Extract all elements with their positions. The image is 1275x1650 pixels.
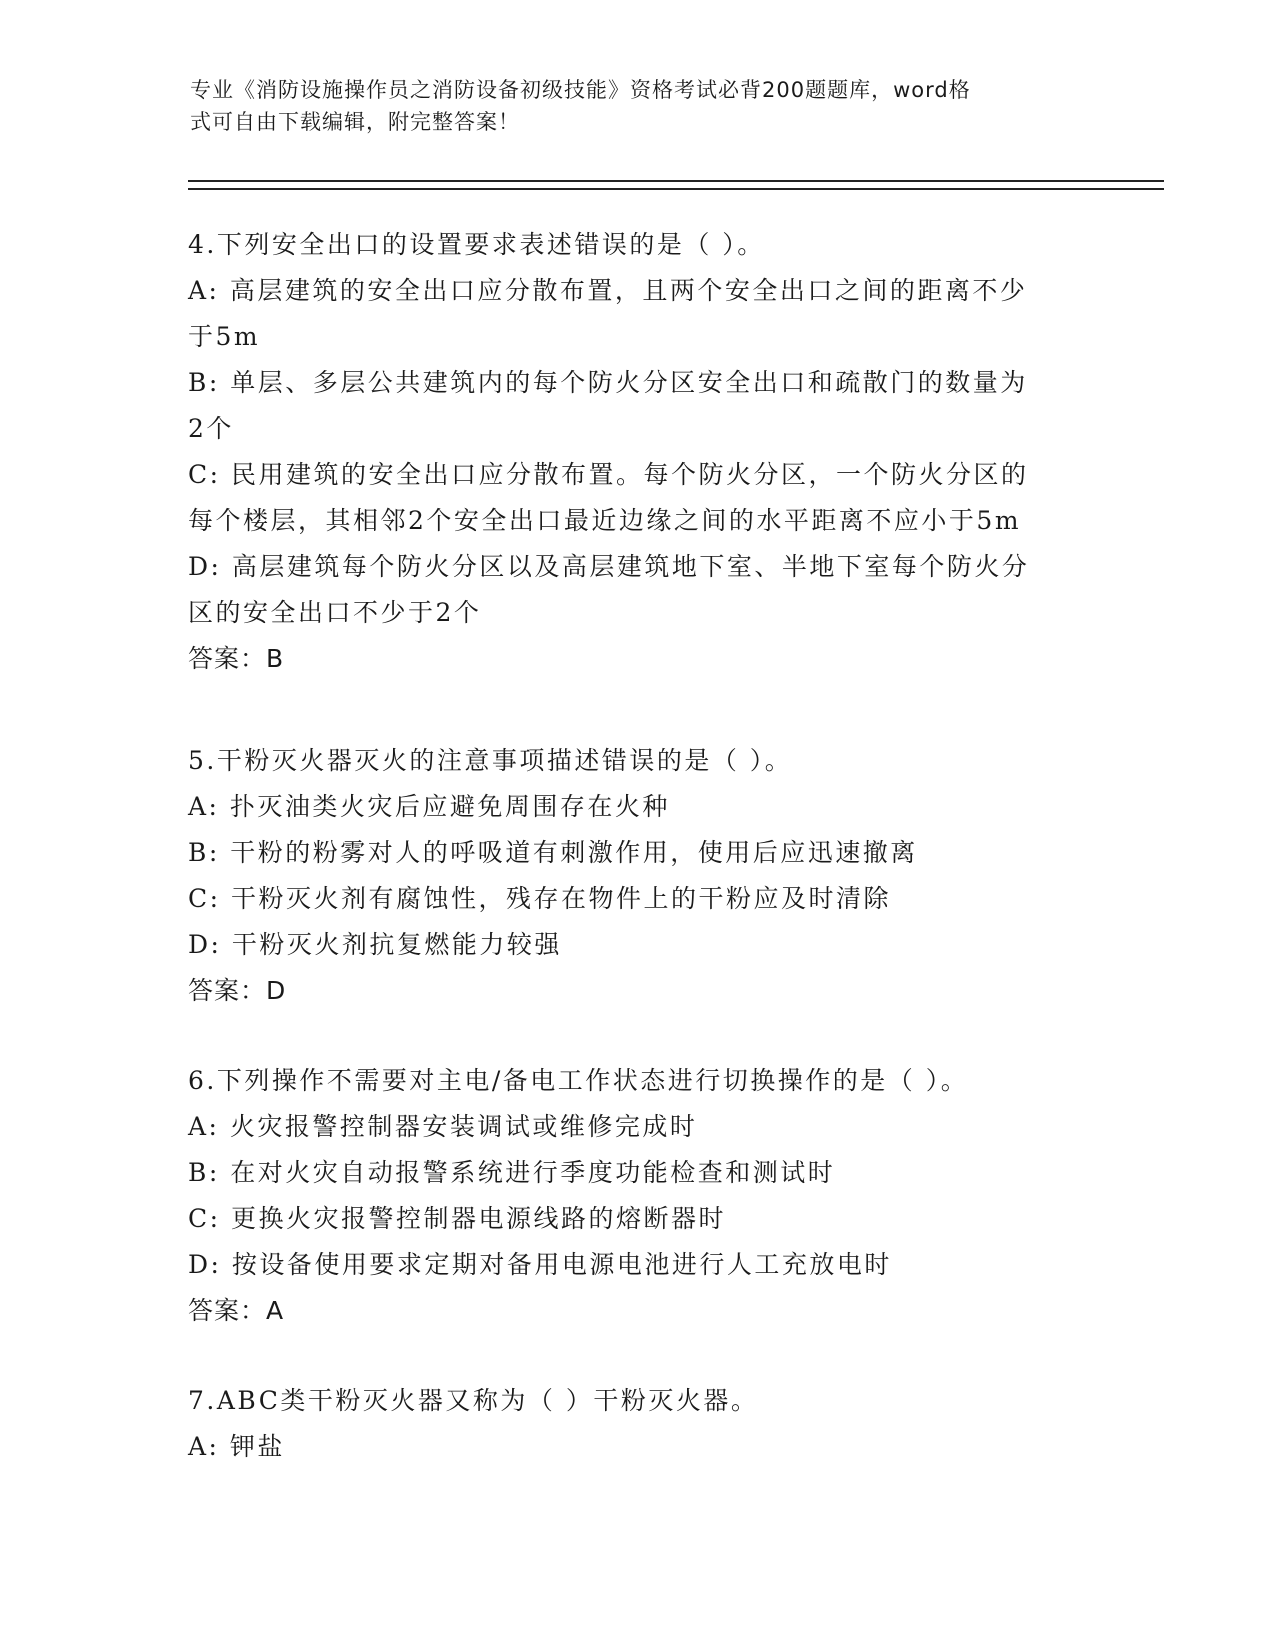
option-d: D: 按设备使用要求定期对备用电源电池进行人工充放电时 (188, 1250, 892, 1279)
option-a-continued: 于5m (188, 322, 261, 351)
option-c: C: 民用建筑的安全出口应分散布置。每个防火分区，一个防火分区的 (188, 460, 1029, 489)
question-stem: 7.ABC类干粉灭火器又称为（ ）干粉灭火器。 (188, 1386, 759, 1415)
option-a: A: 扑灭油类火灾后应避免周围存在火种 (188, 792, 670, 821)
question-7 (188, 1378, 1088, 1470)
option-c-continued: 每个楼层，其相邻2个安全出口最近边缘之间的水平距离不应小于5m (188, 506, 1022, 535)
question-stem: 6.下列操作不需要对主电/备电工作状态进行切换操作的是（ ）。 (188, 1066, 969, 1095)
question-4 (188, 222, 1088, 682)
option-d: D: 高层建筑每个防火分区以及高层建筑地下室、半地下室每个防火分 (188, 552, 1030, 581)
option-b-continued: 2个 (188, 414, 234, 443)
question-stem: 5.干粉灭火器灭火的注意事项描述错误的是（ ）。 (188, 746, 793, 775)
option-a: A: 火灾报警控制器安装调试或维修完成时 (188, 1112, 698, 1141)
question-6 (188, 1058, 1088, 1334)
option-c: C: 干粉灭火剂有腐蚀性，残存在物件上的干粉应及时清除 (188, 884, 892, 913)
option-c: C: 更换火灾报警控制器电源线路的熔断器时 (188, 1204, 726, 1233)
header-divider (188, 180, 1164, 190)
header-line-2: 式可自由下载编辑，附完整答案！ (190, 110, 520, 134)
option-a: A: 高层建筑的安全出口应分散布置，且两个安全出口之间的距离不少 (188, 276, 1028, 305)
option-a: A: 钾盐 (188, 1432, 285, 1461)
option-b: B: 单层、多层公共建筑内的每个防火分区安全出口和疏散门的数量为 (188, 368, 1028, 397)
option-b: B: 在对火灾自动报警系统进行季度功能检查和测试时 (188, 1158, 836, 1187)
answer: 答案：B (188, 644, 285, 673)
option-d: D: 干粉灭火剂抗复燃能力较强 (188, 930, 562, 959)
document-header (190, 74, 1090, 138)
answer: 答案：D (188, 976, 287, 1005)
header-line-1: 专业《消防设施操作员之消防设备初级技能》资格考试必背200题题库，word格 (190, 78, 971, 102)
option-b: B: 干粉的粉雾对人的呼吸道有刺激作用，使用后应迅速撤离 (188, 838, 918, 867)
question-stem: 4.下列安全出口的设置要求表述错误的是（ ）。 (188, 230, 765, 259)
question-5 (188, 738, 1088, 1014)
option-d-continued: 区的安全出口不少于2个 (188, 598, 482, 627)
answer: 答案：A (188, 1296, 285, 1325)
